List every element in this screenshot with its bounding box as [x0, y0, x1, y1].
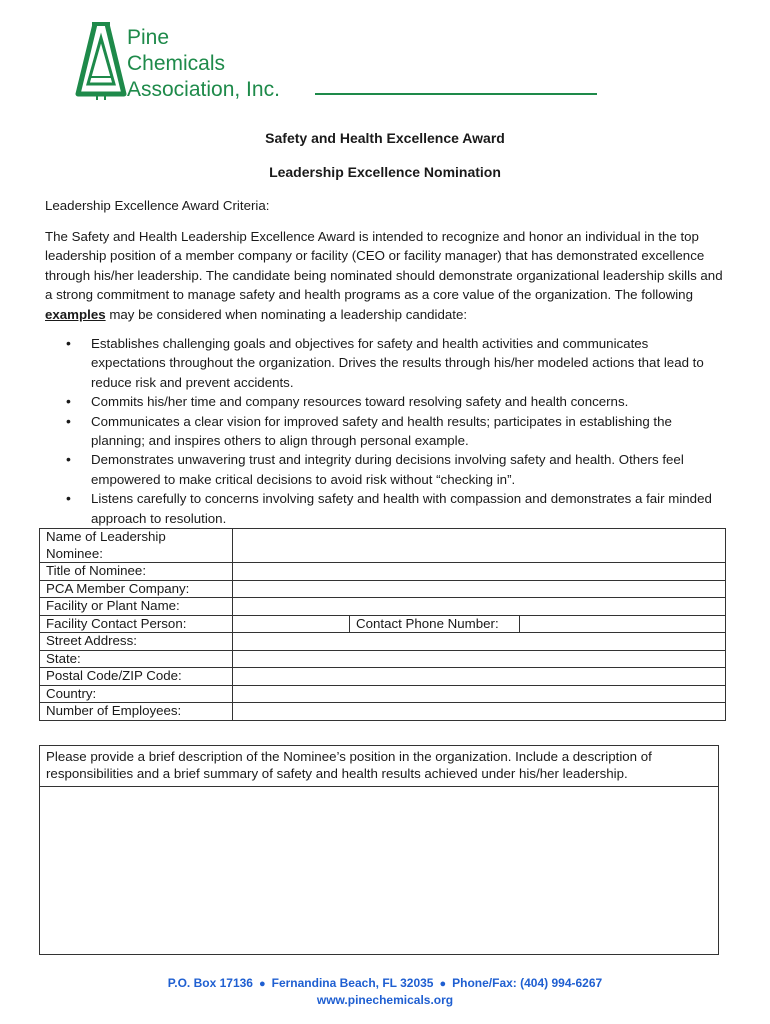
description-section — [39, 745, 719, 955]
form-label-facility: Facility or Plant Name: — [40, 598, 233, 616]
intro-text-after: may be considered when nominating a leadership candidate: — [105, 306, 468, 322]
criteria-label: Leadership Excellence Award Criteria: — [45, 198, 270, 213]
country-field[interactable] — [233, 685, 726, 703]
list-item: • Listens carefully to concerns involving safety and health with compassion and demonstrates a fair minded approach to resolution. — [45, 489, 725, 528]
footer-phone: Phone/Fax: (404) 994-6267 — [452, 976, 603, 990]
footer-address — [0, 976, 770, 990]
form-label-contact: Facility Contact Person: — [40, 615, 233, 633]
employees-field[interactable] — [233, 703, 726, 721]
list-item: • Commits his/her time and company resources toward resolving safety and health concerns. — [45, 392, 725, 411]
state-field[interactable] — [233, 650, 726, 668]
nominee-name-field[interactable] — [233, 529, 726, 563]
form-label-state: State: — [40, 650, 233, 668]
nominee-form-table — [39, 528, 726, 721]
form-label-title: Title of Nominee: — [40, 563, 233, 581]
contact-person-field[interactable] — [233, 615, 350, 633]
flask-logo-icon — [75, 22, 127, 100]
list-item: • Establishes challenging goals and objectives for safety and health activities and communicates expectations throughout the organization. Drives the results through his/her modeled actions that lead to reduce risk and prevent accidents. — [45, 334, 725, 392]
table-row — [40, 580, 726, 598]
intro-text-before: The Safety and Health Leadership Excellence Award is intended to recognize and honor an individual in the top leadership position of a member company or facility (CEO or facility manager) that has demonstrated excellence through his/her leadership. The candidate being nominated should demonstrate organizational leadership skills and a strong commitment to manage safety and health programs as a core value of the organization. The following — [45, 229, 723, 303]
logo-underline — [315, 93, 597, 95]
table-row — [40, 650, 726, 668]
form-label-postal: Postal Code/ZIP Code: — [40, 668, 233, 686]
table-row — [40, 529, 726, 563]
postal-code-field[interactable] — [233, 668, 726, 686]
list-item: • Demonstrates unwavering trust and integrity during decisions involving safety and health. Others feel empowered to make critical decisions to avoid risk without “checking in”. — [45, 450, 725, 489]
nomination-title: Leadership Excellence Nomination — [269, 164, 501, 180]
list-item: • Communicates a clear vision for improved safety and health results; participates in establishing the planning; and inspires others to align through personal example. — [45, 412, 725, 451]
table-row — [40, 563, 726, 581]
pca-logo — [75, 22, 605, 102]
footer-separator: ● — [439, 978, 447, 990]
form-label-company: PCA Member Company: — [40, 580, 233, 598]
table-row — [40, 703, 726, 721]
logo-line-association: Association, Inc. — [127, 78, 280, 101]
table-row — [40, 668, 726, 686]
form-label-employees: Number of Employees: — [40, 703, 233, 721]
footer-website-link[interactable]: www.pinechemicals.org — [316, 993, 454, 1007]
description-prompt: Please provide a brief description of the Nominee’s position in the organization. Include a description of responsibilities and a brief summary of safety and health results achieved under his/her leadership. — [40, 746, 718, 787]
footer-po-box: P.O. Box 17136 — [167, 976, 253, 990]
form-label-country: Country: — [40, 685, 233, 703]
criteria-list — [45, 334, 725, 528]
form-label-name: Name of Leadership Nominee: — [40, 529, 233, 563]
facility-name-field[interactable] — [233, 598, 726, 616]
intro-paragraph — [45, 227, 725, 324]
table-row — [40, 615, 726, 633]
nominee-title-field[interactable] — [233, 563, 726, 581]
form-label-phone: Contact Phone Number: — [350, 615, 520, 633]
member-company-field[interactable] — [233, 580, 726, 598]
contact-phone-field[interactable] — [520, 615, 726, 633]
table-row — [40, 598, 726, 616]
intro-emphasis: examples — [45, 306, 106, 322]
logo-line-pine: Pine — [127, 26, 170, 49]
footer-city: Fernandina Beach, FL 32035 — [271, 976, 434, 990]
table-row — [40, 633, 726, 651]
logo-line-chemicals: Chemicals — [127, 52, 226, 75]
table-row — [40, 685, 726, 703]
form-label-street: Street Address: — [40, 633, 233, 651]
footer-separator: ● — [258, 978, 266, 990]
description-input-area[interactable] — [40, 787, 718, 947]
street-address-field[interactable] — [233, 633, 726, 651]
award-title: Safety and Health Excellence Award — [265, 130, 505, 146]
